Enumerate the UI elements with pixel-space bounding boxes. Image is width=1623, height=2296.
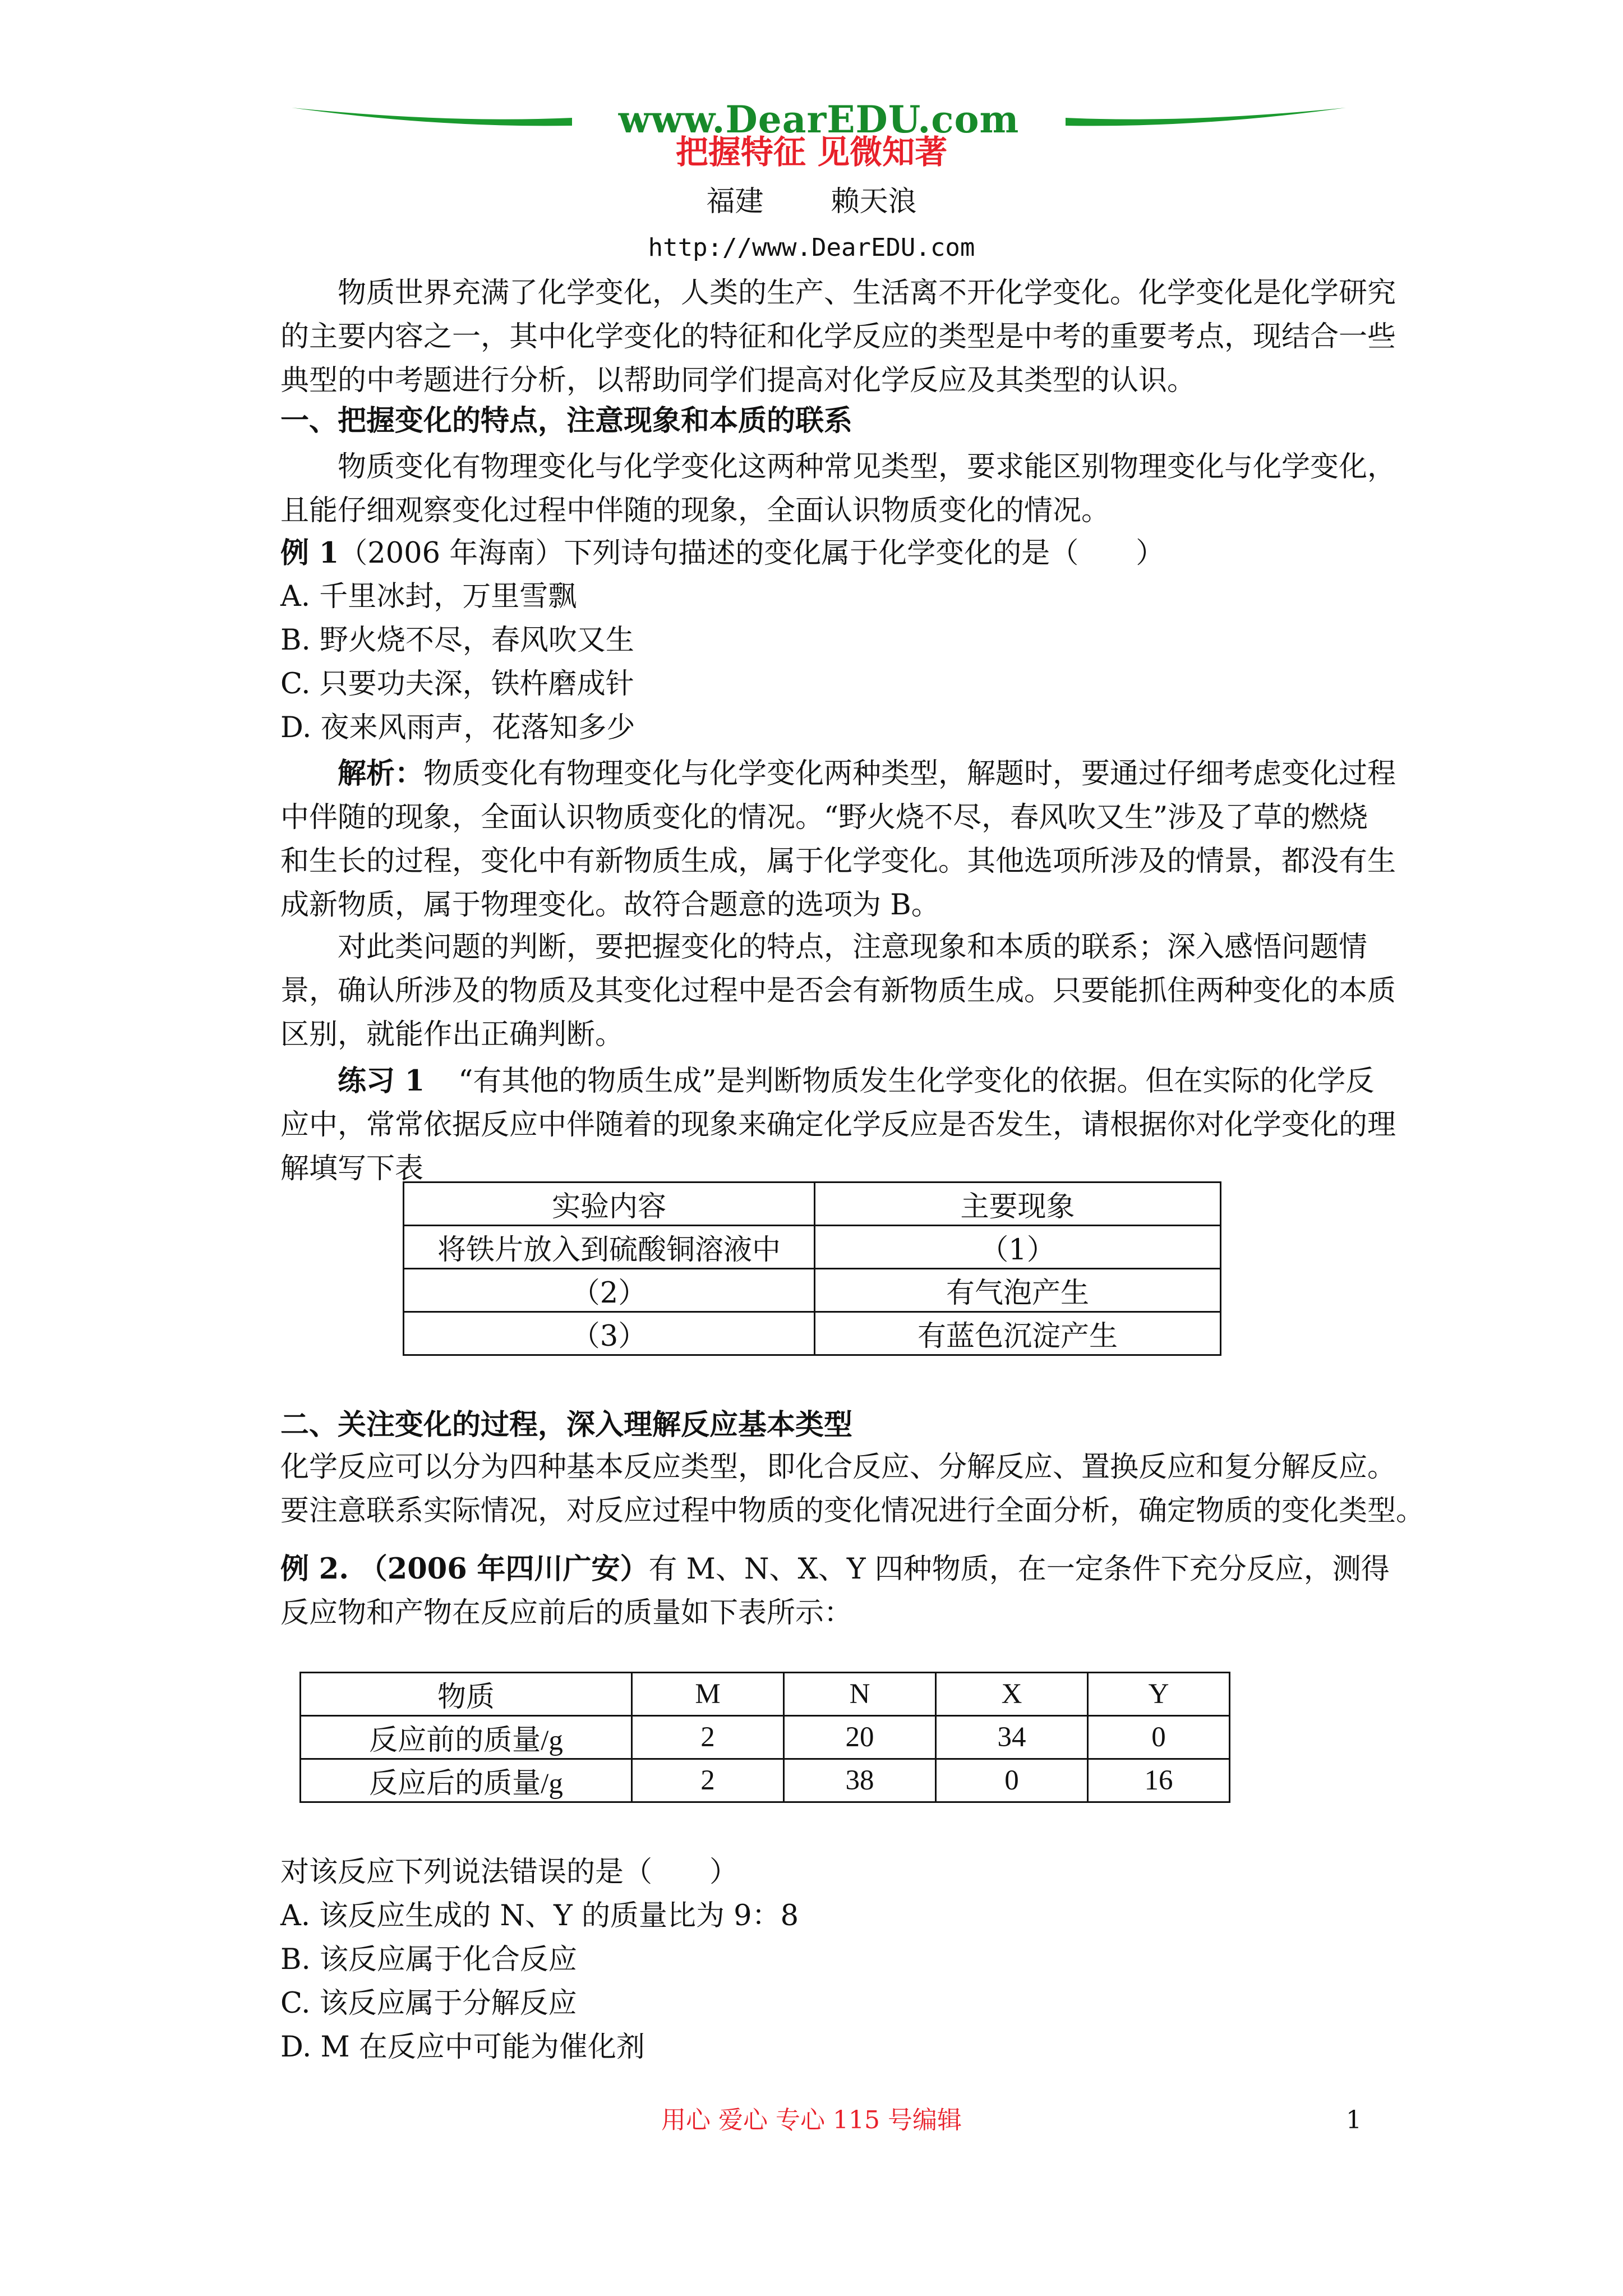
author-region: 福建 — [706, 185, 764, 218]
table-header-cell: N — [784, 1673, 936, 1716]
table-cell: 0 — [936, 1759, 1088, 1802]
table-row — [404, 1312, 1221, 1355]
table-cell: 反应后的质量/g — [301, 1759, 632, 1802]
table-cell: 38 — [784, 1759, 936, 1802]
example1-question: （2006 年海南）下列诗句描述的变化属于化学变化的是（ ） — [339, 537, 1165, 570]
article-title: 把握特征 见微知著 — [675, 133, 948, 171]
table-cell: （3） — [404, 1312, 815, 1355]
table-cell: （1） — [815, 1226, 1221, 1269]
example2-question-line: 对该反应下列说法错误的是（ ） — [280, 1856, 739, 1889]
example1-stem — [280, 535, 1164, 572]
section2-line2: 要注意联系实际情况，对反应过程中物质的变化情况进行全面分析，确定物质的变化类型。 — [280, 1494, 1425, 1527]
intro-paragraph: 物质世界充满了化学变化，人类的生产、生活离不开化学变化。化学变化是化学研究的主要内容之一，其中化学变化的特征和化学反应的类型是中考的重要考点，现结合一些典型的中考题进行分析，以帮助同学们提高对化学反应及其类型的认识。 — [280, 277, 1396, 397]
page-footer: 用心 爱心 专心 115 号编辑 — [661, 2106, 962, 2134]
analysis-text: 物质变化有物理变化与化学变化两种类型，解题时，要通过仔细考虑变化过程中伴随的现象，全面认识物质变化的情况。“野火烧不尽，春风吹又生”涉及了草的燃烧和生长的过程，变化中有新物质生成，属于化学变化。其他选项所涉及的情景，都没有生成新物质，属于物理变化。故符合题意的选项为 B。 — [280, 757, 1396, 922]
table-cell: 0 — [1088, 1716, 1230, 1759]
table-header-cell: 物质 — [301, 1673, 632, 1716]
site-logo-text: www.DearEDU.com — [618, 98, 1020, 141]
example1-option-d: D. 夜来风雨声，花落知多少 — [280, 711, 635, 744]
example1-option-b: B. 野火烧不尽，春风吹又生 — [280, 624, 634, 657]
author-line — [0, 184, 1623, 220]
table-header-cell: X — [936, 1673, 1088, 1716]
example1-summary: 对此类问题的判断，要把握变化的特点，注意现象和本质的联系；深入感悟问题情景，确认所涉及的物质及其变化过程中是否会有新物质生成。只要能抓住两种变化的本质区别，就能作出正确判断。 — [280, 931, 1396, 1051]
practice1-text — [280, 1059, 1396, 1191]
practice1-label: 练习 1 — [338, 1064, 425, 1098]
table-header-cell: Y — [1088, 1673, 1230, 1716]
section2-heading: 二、关注变化的过程，深入理解反应基本类型 — [280, 1408, 853, 1442]
example1-label: 例 1 — [280, 536, 339, 570]
table-header-cell: 实验内容 — [404, 1182, 815, 1226]
practice1-body: “有其他的物质生成”是判断物质发生化学变化的依据。但在实际的化学反应中，常常依据反应中伴随着的现象来确定化学反应是否发生，请根据你对化学变化的理解填写下表 — [280, 1065, 1396, 1185]
example2-table — [299, 1672, 1230, 1803]
table-header-cell: M — [632, 1673, 784, 1716]
table-cell: 将铁片放入到硫酸铜溶液中 — [404, 1226, 815, 1269]
example1-option-c: C. 只要功夫深，铁杵磨成针 — [280, 668, 634, 701]
table-cell: 反应前的质量/g — [301, 1716, 632, 1759]
table-row — [301, 1716, 1230, 1759]
table-cell: 16 — [1088, 1759, 1230, 1802]
table-header-row — [301, 1673, 1230, 1716]
table-cell: 2 — [632, 1759, 784, 1802]
example2-stem — [280, 1547, 1396, 1635]
table-cell: 有蓝色沉淀产生 — [815, 1312, 1221, 1355]
example2-label: 例 2. （2006 年四川广安） — [280, 1552, 649, 1586]
author-name: 赖天浪 — [831, 185, 917, 218]
section1-heading: 一、把握变化的特点，注意现象和本质的联系 — [280, 404, 853, 438]
table-cell: 2 — [632, 1716, 784, 1759]
table-row — [404, 1226, 1221, 1269]
practice1-table — [403, 1181, 1221, 1356]
example1-analysis — [280, 752, 1396, 927]
table-row — [301, 1759, 1230, 1802]
example2-option-b: B. 该反应属于化合反应 — [280, 1943, 577, 1976]
example2-option-c: C. 该反应属于分解反应 — [280, 1987, 577, 2020]
source-url[interactable]: http://www.DearEDU.com — [648, 233, 975, 262]
table-row — [404, 1269, 1221, 1312]
table-cell: 34 — [936, 1716, 1088, 1759]
example1-option-a: A. 千里冰封，万里雪飘 — [280, 580, 577, 613]
section2-line1: 化学反应可以分为四种基本反应类型，即化合反应、分解反应、置换反应和复分解反应。 — [280, 1451, 1396, 1484]
table-cell: 有气泡产生 — [815, 1269, 1221, 1312]
table-header-row — [404, 1182, 1221, 1226]
example2-option-d: D. M 在反应中可能为催化剂 — [280, 2031, 645, 2064]
section1-text: 物质变化有物理变化与化学变化这两种常见类型，要求能区别物理变化与化学变化，且能仔细观察变化过程中伴随的现象，全面认识物质变化的情况。 — [280, 450, 1396, 527]
example2-question: 有 M、N、X、Y 四种物质，在一定条件下充分反应，测得反应物和产物在反应前后的质量如下表所示： — [280, 1553, 1390, 1630]
table-cell: 20 — [784, 1716, 936, 1759]
table-header-cell: 主要现象 — [815, 1182, 1221, 1226]
analysis-label: 解析： — [338, 757, 424, 790]
page-number: 1 — [1346, 2106, 1362, 2134]
table-cell: （2） — [404, 1269, 815, 1312]
example2-option-a: A. 该反应生成的 N、Y 的质量比为 9：8 — [280, 1899, 799, 1932]
